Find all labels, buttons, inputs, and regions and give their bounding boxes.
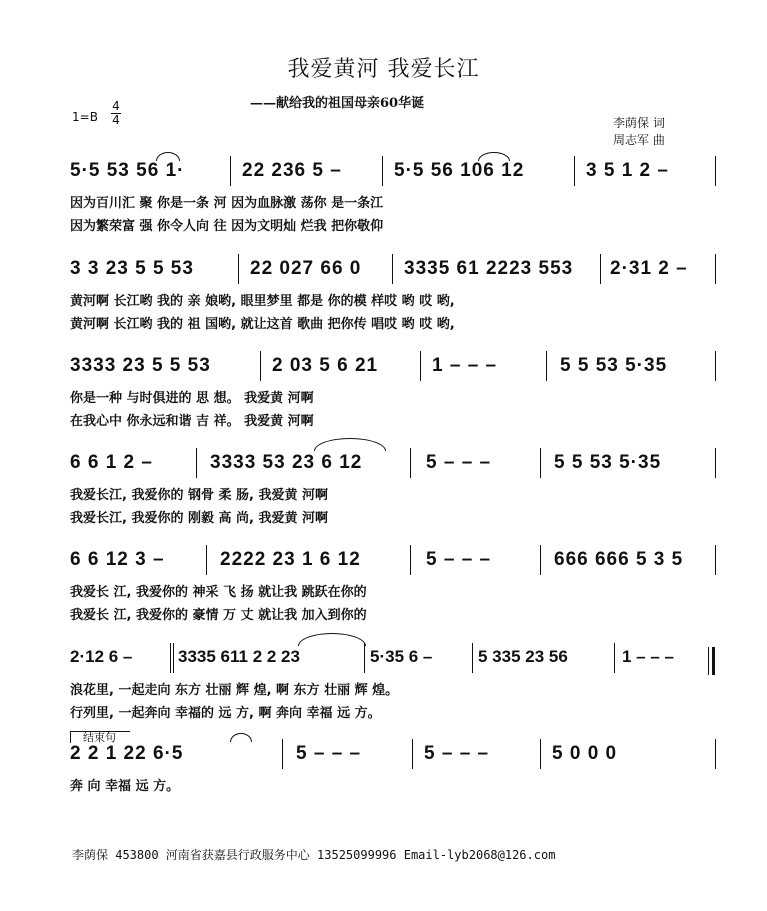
lyrics-verse-2: 黄河啊 长江哟 我的 祖 国哟, 就让这首 歌曲 把你传 唱哎 哟 哎 哟, bbox=[70, 317, 455, 332]
bar-line bbox=[715, 156, 716, 186]
measure-group: 5 – – – bbox=[426, 452, 492, 473]
slur bbox=[478, 152, 510, 161]
bar-line bbox=[715, 739, 716, 769]
bar-line bbox=[206, 545, 207, 575]
notation-line bbox=[70, 258, 716, 284]
notation-line bbox=[70, 452, 716, 478]
slur bbox=[156, 152, 180, 161]
measure-group: 5·35 6 – bbox=[370, 647, 433, 666]
coda-volta: 结束句 bbox=[70, 731, 130, 743]
bar-line bbox=[410, 448, 411, 478]
measure-group: 3 5 1 2 – bbox=[586, 160, 669, 181]
lyrics-verse-2: 行列里, 一起奔向 幸福的 远 方, 啊 奔向 幸福 远 方。 bbox=[70, 706, 381, 721]
measure-group: 5 335 23 56 bbox=[478, 647, 568, 666]
lyrics-verse-1: 黄河啊 长江哟 我的 亲 娘哟, 眼里梦里 都是 你的模 样哎 哟 哎 哟, bbox=[70, 294, 455, 309]
measure-group: 5·5 56 106 12 bbox=[394, 160, 525, 181]
measure-group: 1 – – – bbox=[432, 355, 498, 376]
measure-group: 2·12 6 – bbox=[70, 647, 133, 666]
bar-line bbox=[238, 254, 239, 284]
bar-line bbox=[173, 643, 174, 673]
bar-line bbox=[282, 739, 283, 769]
lyrics-verse-2: 我爱长江, 我爱你的 刚毅 高 尚, 我爱黄 河啊 bbox=[70, 511, 329, 526]
bar-line bbox=[412, 739, 413, 769]
measure-group: 5 0 0 0 bbox=[552, 743, 618, 764]
measure-group: 22 236 5 – bbox=[242, 160, 342, 181]
bar-line bbox=[540, 739, 541, 769]
bar-line bbox=[715, 545, 716, 575]
measure-group: 2 2 1 22 6·5 bbox=[70, 743, 184, 764]
measure-group: 3335 61 2223 553 bbox=[404, 258, 574, 279]
contact-footer: 李荫保 453800 河南省获嘉县行政服务中心 13525099996 Email-lyb2068@126.com bbox=[72, 848, 556, 862]
bar-line bbox=[364, 643, 365, 673]
lyrics-verse-1: 我爱长江, 我爱你的 钢骨 柔 肠, 我爱黄 河啊 bbox=[70, 488, 329, 503]
bar-line bbox=[230, 156, 231, 186]
time-signature bbox=[110, 100, 122, 127]
lyrics-verse-2: 在我心中 你永远和谐 吉 祥。 我爱黄 河啊 bbox=[70, 414, 314, 429]
bar-line bbox=[382, 156, 383, 186]
notation-line bbox=[70, 743, 716, 769]
bar-line bbox=[540, 545, 541, 575]
bar-line bbox=[420, 351, 421, 381]
lyrics-verse-1: 我爱长 江, 我爱你的 神采 飞 扬 就让我 跳跃在你的 bbox=[70, 585, 367, 600]
song-title: 我爱黄河 我爱长江 bbox=[287, 57, 480, 82]
bar-line bbox=[170, 643, 171, 673]
lyrics-verse-2: 我爱长 江, 我爱你的 豪情 万 丈 就让我 加入到你的 bbox=[70, 608, 367, 623]
notation-line bbox=[70, 647, 716, 673]
measure-group: 3 3 23 5 5 53 bbox=[70, 258, 194, 279]
measure-group: 3333 23 5 5 53 bbox=[70, 355, 211, 376]
bar-line bbox=[574, 156, 575, 186]
measure-group: 5 5 53 5·35 bbox=[560, 355, 668, 376]
measure-group: 2 03 5 6 21 bbox=[272, 355, 379, 376]
lyrics-verse-1: 你是一种 与时俱进的 思 想。 我爱黄 河啊 bbox=[70, 391, 314, 406]
bar-line bbox=[410, 545, 411, 575]
measure-group: 6 6 12 3 – bbox=[70, 549, 165, 570]
measure-group: 3335 611 2 2 23 bbox=[178, 647, 300, 666]
lyrics-verse-1: 奔 向 幸福 远 方。 bbox=[70, 779, 180, 794]
bar-line bbox=[392, 254, 393, 284]
bar-line bbox=[614, 643, 615, 673]
bar-line bbox=[715, 448, 716, 478]
repeat-bar-thin bbox=[708, 647, 709, 675]
time-signature-bottom: 4 bbox=[112, 113, 120, 127]
slur bbox=[298, 633, 366, 646]
measure-group: 2222 23 1 6 12 bbox=[220, 549, 361, 570]
measure-group: 3333 53 23 6 12 bbox=[210, 452, 363, 473]
measure-group: 5 – – – bbox=[424, 743, 490, 764]
measure-group: 2·31 2 – bbox=[610, 258, 688, 279]
slur bbox=[314, 438, 386, 451]
notation-line bbox=[70, 549, 716, 575]
key-signature: 1=B bbox=[72, 110, 98, 124]
measure-group: 666 666 5 3 5 bbox=[554, 549, 684, 570]
notation-line bbox=[70, 160, 716, 186]
bar-line bbox=[472, 643, 473, 673]
bar-line bbox=[260, 351, 261, 381]
fermata bbox=[230, 733, 252, 742]
repeat-bar-thick bbox=[712, 647, 715, 675]
bar-line bbox=[600, 254, 601, 284]
lyrics-verse-1: 因为百川汇 聚 你是一条 河 因为血脉激 荡你 是一条江 bbox=[70, 196, 384, 211]
measure-group: 5 – – – bbox=[426, 549, 492, 570]
measure-group: 1 – – – bbox=[622, 647, 674, 666]
measure-group: 6 6 1 2 – bbox=[70, 452, 153, 473]
bar-line bbox=[715, 254, 716, 284]
bar-line bbox=[540, 448, 541, 478]
measure-group: 22 027 66 0 bbox=[250, 258, 362, 279]
song-subtitle: ——献给我的祖国母亲60华诞 bbox=[250, 96, 425, 111]
bar-line bbox=[546, 351, 547, 381]
lyrics-verse-1: 浪花里, 一起走向 东方 壮丽 辉 煌, 啊 东方 壮丽 辉 煌。 bbox=[70, 683, 399, 698]
measure-group: 5·5 53 56 1· bbox=[70, 160, 185, 181]
lyrics-verse-2: 因为繁荣富 强 你令人向 往 因为文明灿 烂我 把你敬仰 bbox=[70, 219, 384, 234]
notation-line bbox=[70, 355, 716, 381]
measure-group: 5 – – – bbox=[296, 743, 362, 764]
bar-line bbox=[715, 351, 716, 381]
bar-line bbox=[196, 448, 197, 478]
lyricist-credit: 李荫保 词 bbox=[613, 116, 665, 130]
composer-credit: 周志军 曲 bbox=[613, 133, 665, 147]
time-signature-top: 4 bbox=[112, 99, 120, 113]
measure-group: 5 5 53 5·35 bbox=[554, 452, 662, 473]
